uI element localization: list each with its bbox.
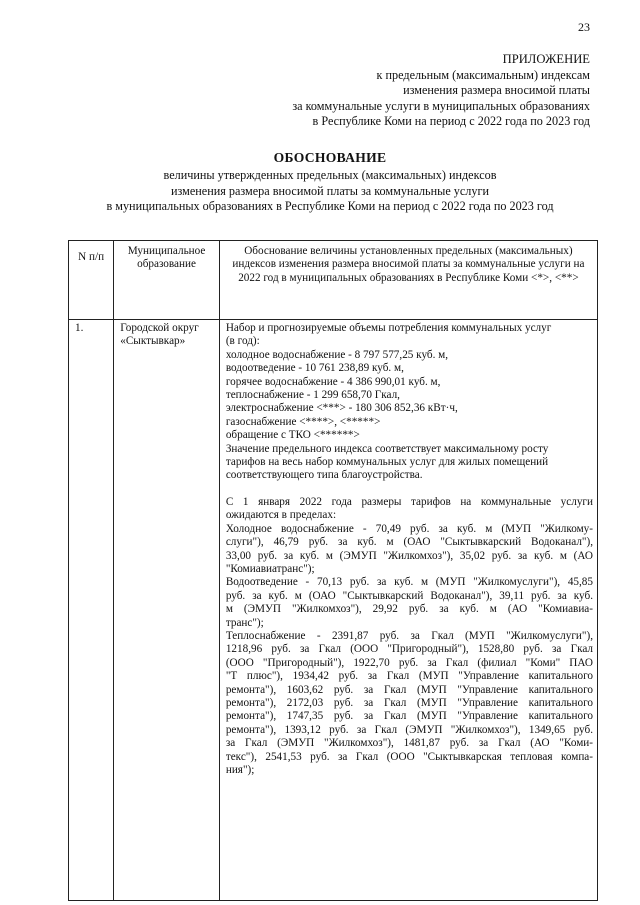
subtitle-line: величины утвержденных предельных (максимальных) индексов — [163, 168, 497, 182]
text-line: ремонта"), 1747,35 руб. за Гкал (МУП "Управление капитального — [225, 710, 593, 723]
text-line: (ООО "Пригородный"), 1922,70 руб. за Гкал (филиал "Коми" ПАО — [225, 656, 593, 669]
text-line: 33,00 руб. за куб. м (ЭМУП "Жилкомхоз"), 35,02 руб. за куб. м (АО — [225, 549, 593, 562]
text-line: "Комиавиатранс"); — [225, 562, 315, 575]
text-line: Холодное водоснабжение - 70,49 руб. за куб. м (МУП "Жилкому- — [225, 522, 593, 535]
appendix-line: к предельным (максимальным) индексам — [376, 67, 590, 82]
text-line: Набор и прогнозируемые объемы потребления коммунальных услуг — [225, 322, 552, 334]
text-line: "Т плюс"), 1934,42 руб. за Гкал (МУП "Управление капитального — [225, 670, 593, 683]
header-municipality: Муниципальное образование — [114, 241, 220, 320]
text-line: ния"); — [225, 764, 255, 776]
text-line: ремонта"), 2172,03 руб. за Гкал (МУП "Управление капитального — [225, 696, 593, 709]
row-municipality: Городской округ «Сыктывкар» — [114, 320, 220, 901]
text-line: тарифов на весь набор коммунальных услуг для жилых помещений — [225, 456, 549, 469]
appendix-line: за коммунальные услуги в муниципальных образованиях — [292, 98, 590, 113]
text-line: газоснабжение <****>, <*****> — [225, 415, 381, 428]
document-title: ОБОСНОВАНИЕ — [273, 150, 387, 165]
text-line: теплоснабжение - 1 299 658,70 Гкал, — [225, 389, 400, 402]
text-line: соответствующего типа благоустройства. — [225, 469, 423, 482]
subtitle-line: в муниципальных образованиях в Республике Коми на период с 2022 года по 2023 год — [106, 199, 554, 213]
text-line: ожидаются в пределах: — [225, 509, 337, 522]
text-line: горячее водоснабжение - 4 386 990,01 куб. м, — [225, 375, 441, 388]
appendix-line: изменения размера вносимой платы — [403, 83, 590, 97]
header-number: N п/п — [69, 241, 114, 320]
text-line: холодное водоснабжение - 8 797 577,25 куб. м, — [225, 348, 449, 361]
text-line: Водоотведение - 70,13 руб. за куб. м (МУП "Жилкомуслуги"), 45,85 — [225, 576, 593, 589]
text-line: электроснабжение <***> - 180 306 852,36 кВт·ч, — [225, 402, 458, 415]
row-number: 1. — [69, 320, 114, 901]
text-line: С 1 января 2022 года размеры тарифов на коммунальные услуги — [225, 495, 593, 508]
text-line: м (ЭМУП "Жилкомхоз"), 29,92 руб. за куб. м (АО "Комиавиа- — [225, 603, 593, 616]
appendix-title: ПРИЛОЖЕНИЕ — [502, 52, 590, 66]
appendix-header — [170, 52, 590, 130]
text-line: ремонта"), 1393,12 руб. за Гкал (ЭМУП "Жилкомхоз"), 1349,65 руб. — [225, 723, 593, 736]
text-line: 1218,96 руб. за Гкал (ООО "Пригородный"), 1528,80 руб. за Гкал — [225, 643, 593, 656]
text-line: Теплоснабжение - 2391,87 руб. за Гкал (МУП "Жилкомуслуги"), — [225, 629, 593, 642]
text-line: текс"), 2541,53 руб. за Гкал (ООО "Сыктывкарская тепловая компа- — [225, 750, 593, 763]
table-header-row — [69, 241, 598, 320]
table-row — [69, 320, 598, 901]
text-line: водоотведение - 10 761 238,89 куб. м, — [225, 362, 404, 375]
consumption-paragraph — [226, 322, 593, 483]
text-line: (в год): — [225, 335, 260, 348]
page-number: 23 — [578, 20, 590, 34]
text-line: руб. за куб. м (ОАО "Сыктывкарский Водоканал"), 39,11 руб. за куб. — [225, 589, 593, 602]
tariffs-paragraph — [226, 496, 593, 778]
subtitle-line: изменения размера вносимой платы за коммунальные услуги — [171, 183, 489, 198]
text-line: транс"); — [225, 616, 264, 629]
header-basis: Обоснование величины установленных предельных (максимальных) индексов изменения размера вносимой платы за коммунальные услуги на 2022 год в муниципальных образованиях в Республике Коми <*>, <**> — [219, 241, 597, 320]
text-line: Значение предельного индекса соответствует максимальному росту — [225, 442, 549, 455]
document-subtitle — [40, 168, 620, 215]
text-line: обращение с ТКО <******> — [225, 429, 360, 442]
appendix-line: в Республике Коми на период с 2022 года по 2023 год — [312, 114, 590, 128]
justification-table — [68, 240, 598, 901]
text-line: за Гкал (ЭМУП "Жилкомхоз"), 1481,87 руб. за Гкал (АО "Коми- — [225, 737, 593, 750]
text-line: ремонта"), 1603,62 руб. за Гкал (МУП "Управление капитального — [225, 683, 593, 696]
row-basis — [219, 320, 597, 901]
text-line: слуги"), 46,79 руб. за куб. м (ОАО "Сыктывкарский Водоканал"), — [225, 536, 593, 549]
